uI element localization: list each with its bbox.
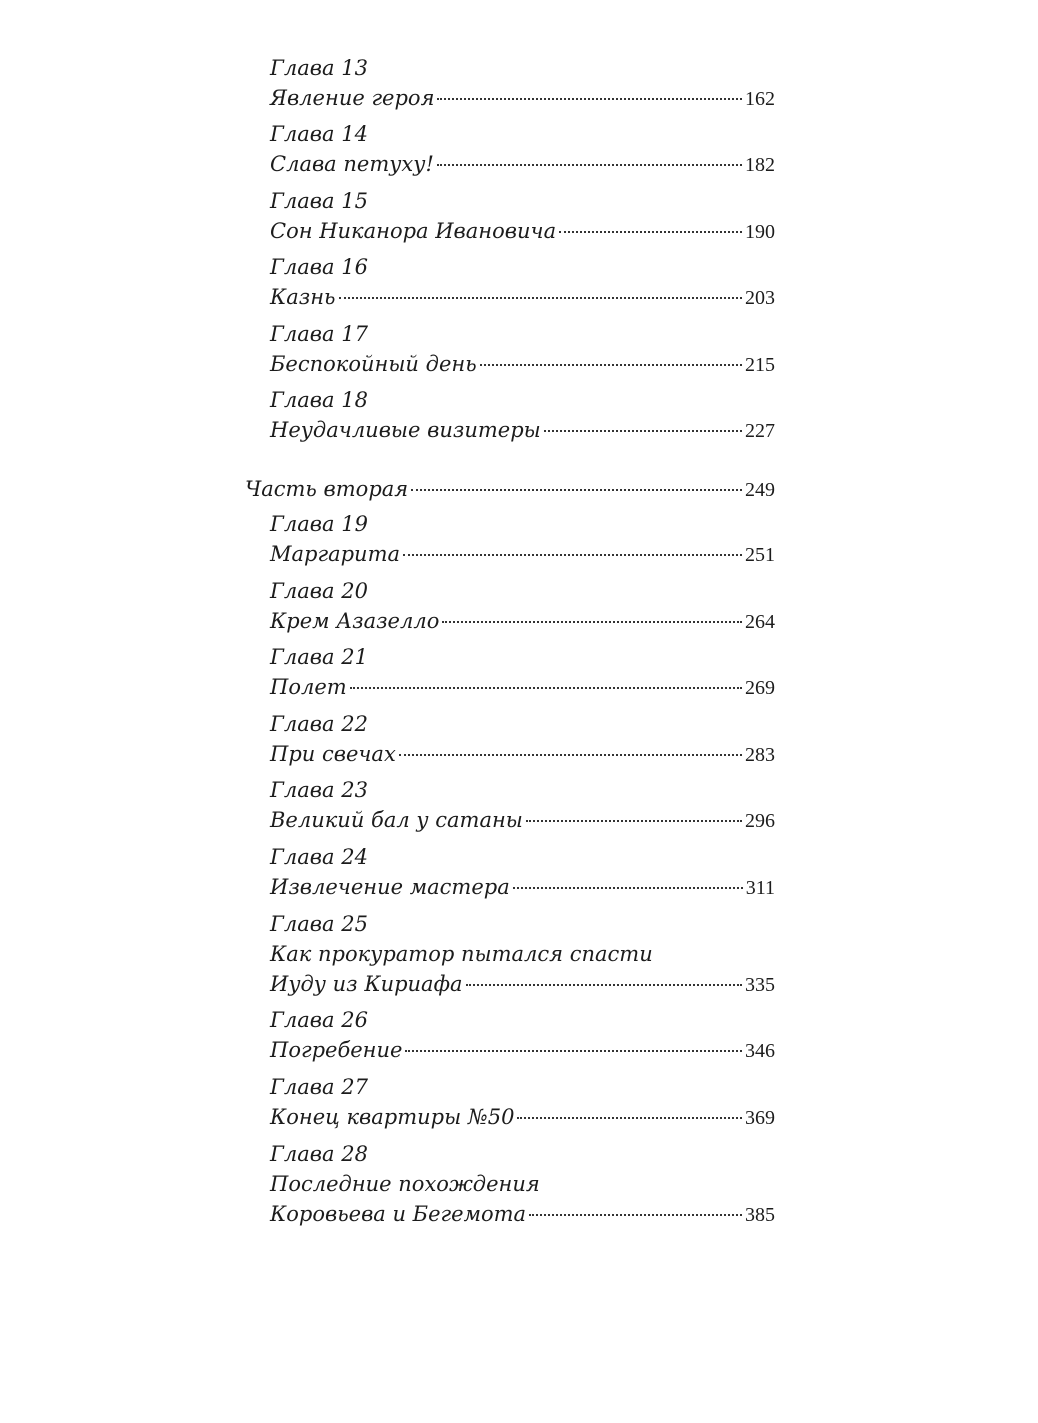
chapter-label: Глава 27 [270, 1075, 368, 1099]
page-number: 335 [745, 974, 775, 996]
chapter-label: Глава 23 [270, 778, 368, 802]
chapter-title-row[interactable] [270, 805, 775, 835]
chapter-label: Глава 19 [270, 512, 368, 536]
chapter-title-row[interactable] [270, 149, 775, 179]
toc-entry [270, 509, 775, 569]
toc-entry [270, 252, 775, 312]
chapter-title: Великий бал у сатаны [270, 808, 523, 832]
chapter-label: Глава 17 [270, 322, 368, 346]
page-number: 346 [745, 1040, 775, 1062]
page-number: 385 [745, 1204, 775, 1226]
chapter-label: Глава 20 [270, 579, 368, 603]
chapter-title: Беспокойный день [270, 352, 477, 376]
chapter-label: Глава 22 [270, 712, 368, 736]
chapter-title-row[interactable] [270, 1102, 775, 1132]
dot-leader [480, 364, 742, 366]
part-heading [245, 474, 775, 504]
dot-leader [529, 1214, 742, 1216]
chapter-title: Коровьева и Бегемота [270, 1202, 527, 1226]
chapter-title: Явление героя [270, 86, 435, 110]
chapter-title: Крем Азазелло [270, 609, 440, 633]
toc-entry [270, 642, 775, 702]
page-number: 162 [745, 88, 775, 110]
chapter-title-row[interactable] [270, 539, 775, 569]
chapter-title-line1: Как прокуратор пытался спасти [270, 942, 653, 966]
chapter-label: Глава 25 [270, 912, 368, 936]
page-number: 369 [745, 1107, 775, 1129]
chapter-title-row[interactable] [270, 606, 775, 636]
toc-entry [270, 576, 775, 636]
dot-leader [526, 820, 742, 822]
chapter-label: Глава 15 [270, 189, 368, 213]
page-number: 182 [745, 154, 775, 176]
chapter-label: Глава 28 [270, 1142, 368, 1166]
page-number: 264 [745, 611, 775, 633]
chapter-label: Глава 26 [270, 1008, 368, 1032]
dot-leader [544, 430, 742, 432]
dot-leader [437, 98, 742, 100]
page-number: 190 [745, 221, 775, 243]
chapter-label: Глава 24 [270, 845, 368, 869]
chapter-title: Полет [270, 675, 347, 699]
toc-entry [270, 842, 775, 902]
chapter-title-row[interactable] [270, 282, 775, 312]
chapter-title-row[interactable] [270, 216, 775, 246]
dot-leader [559, 231, 742, 233]
dot-leader [403, 554, 742, 556]
chapter-label: Глава 18 [270, 388, 368, 412]
chapter-title-row[interactable] [270, 1035, 775, 1065]
page-number: 251 [745, 544, 775, 566]
toc-entry [270, 709, 775, 769]
toc-entry [270, 119, 775, 179]
page-number: 311 [745, 877, 775, 899]
dot-leader [405, 1050, 742, 1052]
chapter-title-row[interactable] [270, 739, 775, 769]
toc-entry [270, 385, 775, 445]
chapter-title-row[interactable] [270, 1199, 775, 1229]
chapter-title: Неудачливые визитеры [270, 418, 541, 442]
chapter-title: Казнь [270, 285, 336, 309]
toc-entry [270, 1139, 775, 1229]
chapter-title: Погребение [270, 1038, 403, 1062]
toc-entry [270, 53, 775, 113]
chapter-label: Глава 21 [270, 645, 368, 669]
dot-leader [437, 164, 742, 166]
chapter-title: Слава петуху! [270, 152, 434, 176]
chapter-title: Сон Никанора Ивановича [270, 219, 557, 243]
toc-entry [270, 319, 775, 379]
part-title: Часть вторая [245, 477, 409, 501]
chapter-title: При свечах [270, 742, 396, 766]
dot-leader [399, 754, 742, 756]
dot-leader [339, 297, 743, 299]
chapter-title: Извлечение мастера [270, 875, 510, 899]
page-number: 283 [745, 744, 775, 766]
page-number: 249 [745, 479, 775, 501]
chapter-label: Глава 16 [270, 255, 368, 279]
toc-entry [270, 186, 775, 246]
page-number: 203 [745, 287, 775, 309]
chapter-title-row[interactable] [270, 672, 775, 702]
dot-leader [350, 687, 742, 689]
chapter-title-row[interactable] [270, 872, 775, 902]
chapter-label: Глава 13 [270, 56, 368, 80]
page-number: 227 [745, 420, 775, 442]
dot-leader [517, 1117, 742, 1119]
chapter-title-row[interactable] [270, 83, 775, 113]
dot-leader [411, 489, 742, 491]
toc-entry [270, 775, 775, 835]
toc-entry [270, 909, 775, 999]
page-number: 296 [745, 810, 775, 832]
chapter-label: Глава 14 [270, 122, 368, 146]
chapter-title: Иуду из Кириафа [270, 972, 463, 996]
dot-leader [442, 621, 742, 623]
chapter-title-line1: Последние похождения [270, 1172, 540, 1196]
part-title-row[interactable] [245, 474, 775, 504]
chapter-title: Маргарита [270, 542, 400, 566]
chapter-title-row[interactable] [270, 349, 775, 379]
dot-leader [513, 887, 743, 889]
toc-entry [270, 1072, 775, 1132]
dot-leader [466, 984, 742, 986]
page-number: 215 [745, 354, 775, 376]
toc-entry [270, 1005, 775, 1065]
chapter-title-row[interactable] [270, 969, 775, 999]
chapter-title-row[interactable] [270, 415, 775, 445]
page-number: 269 [745, 677, 775, 699]
chapter-title: Конец квартиры №50 [270, 1105, 515, 1129]
